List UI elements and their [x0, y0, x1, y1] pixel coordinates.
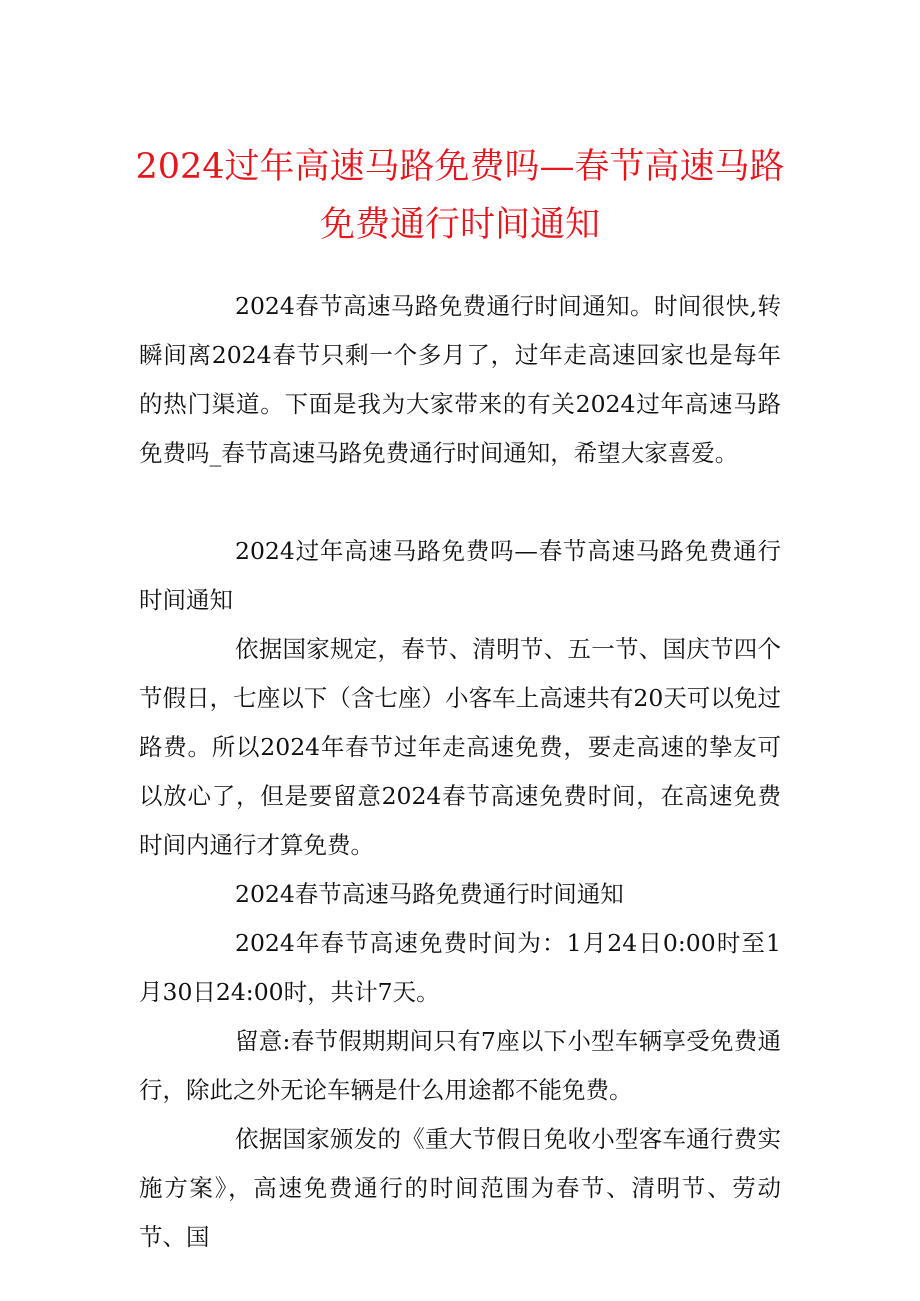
intro-paragraph: 2024春节高速马路免费通行时间通知。时间很快,转瞬间离2024春节只剩一个多月了，过年走高速回家也是每年的热门渠道。下面是我为大家带来的有关2024过年高速马路免费吗_春节高速马路免费通行时间通知，希望大家喜爱。 — [139, 292, 781, 467]
document-title: 2024过年高速马路免费吗—春节高速马路免费通行时间通知 — [135, 147, 785, 245]
section-heading: 2024过年高速马路免费吗—春节高速马路免费通行时间通知 — [139, 537, 781, 614]
document-body — [139, 282, 781, 1262]
note-paragraph: 留意:春节假期期间只有7座以下小型车辆享受免费通行，除此之外无论车辆是什么用途都不能免费。 — [139, 1027, 781, 1104]
policy-paragraph: 依据国家颁发的《重大节假日免收小型客车通行费实施方案》，高速免费通行的时间范围为春节、清明节、劳动节、国 — [139, 1125, 781, 1251]
notice-heading: 2024春节高速马路免费通行时间通知 — [235, 880, 624, 908]
free-period-paragraph: 2024年春节高速免费时间为：1月24日0:00时至1月30日24:00时，共计7天。 — [139, 929, 781, 1006]
regulation-paragraph: 依据国家规定，春节、清明节、五一节、国庆节四个节假日，七座以下（含七座）小客车上高速共有20天可以免过路费。所以2024年春节过年走高速免费，要走高速的挚友可以放心了，但是要留意2024春节高速免费时间，在高速免费时间内通行才算免费。 — [139, 635, 781, 859]
